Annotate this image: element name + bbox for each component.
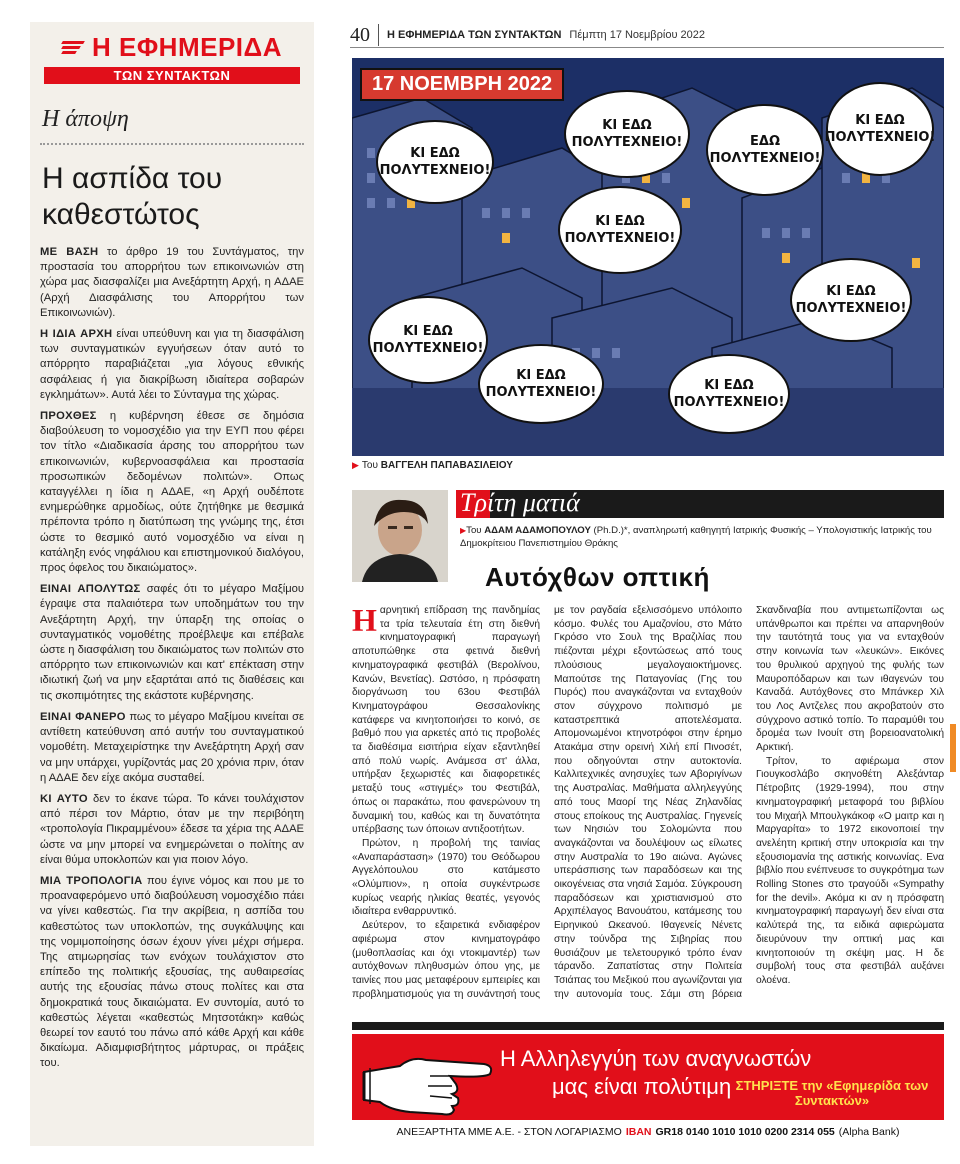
paper-name: Η ΕΦΗΜΕΡΙΔΑ ΤΩΝ ΣΥΝΤΑΚΤΩΝ xyxy=(387,28,562,41)
pointing-hand-icon xyxy=(360,1042,500,1116)
logo-title: Η ΕΦΗΜΕΡΙΔΑ xyxy=(92,32,282,62)
opinion-column xyxy=(30,22,314,1146)
iban-label: IBAN xyxy=(625,1126,652,1138)
ad-subtitle: μας είναι πολύτιμη xyxy=(552,1074,732,1099)
column-name: Τρίτη ματιά xyxy=(460,488,580,517)
newspaper-logo xyxy=(30,32,314,84)
cartoon xyxy=(352,58,944,456)
opinion-paragraph: ΜΙΑ ΤΡΟΠΟΛΟΓΙΑ που έγινε νόμος και που με το προαναφερόμενο υπό διαβούλευση νομοσχέδιο πάει να γίνει καθεστώς. Για την ακρίβεια, η ασπίδα του καθεστώτος των υποκλοπών, της συγκάλυψης και της νομιμοποίησης όσων έχουν γίνει μέχρι σήμερα. Της ατιμωρησίας των ενόχων τουλάχιστον στο επίπεδο της πολιτικής εξουσίας, της αυθαιρεσίας αυτής της εξουσίας πάνω στους πολίτες και στα δημοκρατικά τους δικαιώματα. Εν συντομία, αυτό το καθεστώς λέγεται «καθεστώς Μητσοτάκη» καθώς θεωρεί τον εαυτό του πάνω από κάθε Αρχή και κάθε δικαίωμα. Αδιαμφισβήτητος μάρτυρας, οι πράξεις του. xyxy=(40,874,304,1070)
solidarity-ad[interactable] xyxy=(352,1034,944,1144)
speech-bubble: ΚΙ ΕΔΩ ΠΟΛΥΤΕΧΝΕΙΟ! xyxy=(668,354,790,434)
opinion-paragraph: ΕΙΝΑΙ ΑΠΟΛΥΤΩΣ σαφές ότι το μέγαρο Μαξίμου έγραψε στα παλαιότερα των υποδημάτων του την Ανεξάρτητη Αρχή, την ύπαρξη της οποίας ο συνταγματικός νομοθέτης προέβλεψε και επέβαλε ώστε η διασφάλιση του δικαιώματος των πολιτών στο απόρρητο των επικοινωνιών και κατ' επέκταση στην ιδιωτική ζωή να μην εξαρτάται από τις διαθέσεις και τις σκοπιμότητες της εκάστοτε κυβέρνησης. xyxy=(40,583,304,702)
section-label: Η άποψη xyxy=(42,106,129,132)
speech-bubble: ΚΙ ΕΔΩ ΠΟΛΥΤΕΧΝΕΙΟ! xyxy=(376,120,494,204)
edge-marker xyxy=(950,724,956,772)
ad-account-label: ΑΝΕΞΑΡΤΗΤΑ ΜΜΕ Α.Ε. - ΣΤΟΝ ΛΟΓΑΡΙΑΣΜΟ xyxy=(396,1126,622,1138)
ad-title: Η Αλληλεγγύη των αναγνωστών xyxy=(500,1046,812,1071)
opinion-paragraph: ΚΙ ΑΥΤΟ δεν το έκανε τώρα. Το κάνει τουλάχιστον από πέρσι τον Μάρτιο, όταν με την περιβόητη «τροπολογία Πικραμμένου» έδεσε τα χέρια της ΑΔΑΕ ώστε να μην μπορεί να ενημερώνεται ο πολίτης αν είναι θύμα υποκλοπών και για ποιον λόγο. xyxy=(40,792,304,866)
article-title: Αυτόχθων οπτική xyxy=(485,562,710,592)
divider xyxy=(40,143,304,145)
cartoon-credit: ▶ Του ΒΑΓΓΕΛΗ ΠΑΠΑΒΑΣΙΛΕΙΟΥ xyxy=(352,460,513,471)
triangle-icon: ▶ xyxy=(460,526,467,535)
author-photo xyxy=(352,490,448,582)
opinion-paragraph: Η ΙΔΙΑ ΑΡΧΗ είναι υπεύθυνη και για τη διασφάλιση των συνταγματικών εγγυήσεων όταν αυτό το απόρρητο παραβιάζεται „για λόγους εθνικής ασφάλειας ή για διακρίβωση ιδιαίτερα σοβαρών εγκλημάτων». Αυτά λέει το Σύνταγμα της χώρας. xyxy=(40,328,304,401)
article-paragraph: Τρίτον, το αφιέρωμα στον Γιουγκοσλάβο σκηνοθέτη Αλεξάνταρ Πέτροβιτς (1929-1994), που στην κινηματογραφική μεταφορά του βιβλίου του Μιχαήλ Μπουλγκάκοφ «Ο μαιτρ και η Μαργαρίτα» το 1972 εικονοποιεί την ανελέητη κριτική στην υποκρισία και την εξουσιομανία της αστικής κοινωνίας. Ενα βιβλίο που ενέπνευσε το συγκρότημα των Rolling Stones στο τραγούδι «Sympathy for the devil». Ακόμα κι αν η πρόσφατη κινηματογραφική παραγωγή δεν είναι στα καλύτερά της, τα ειδικά αφιερώματα διευρύνουν την οπτική μας και κινητοποιούν τη σκέψη μας. Η δε συμβολή τους στα φεστιβάλ αυξάνει ολοένα. xyxy=(756,755,944,986)
opinion-paragraph: ΕΙΝΑΙ ΦΑΝΕΡΟ πως το μέγαρο Μαξίμου κινείται σε αντίθετη κατεύθυνση από αυτήν του συνταγματικού νομοθέτη. Μεταχειρίστηκε την Ανεξάρτητη Αρχή σαν να μην υπάρχει, γυρίζοντάς μας 20 χρόνια πριν, όταν η ΑΔΑΕ δεν είχε ακόμα συσταθεί. xyxy=(40,710,304,784)
dropcap: Η xyxy=(352,604,377,638)
author-line: ▶Του ΑΔΑΜ ΑΔΑΜΟΠΟΥΛΟΥ (Ph.D.)*, αναπληρωτή καθηγητή Ιατρικής Φυσικής – Υπολογιστικής Ιατρικής του Δημοκρίτειου Πανεπιστημίου Θράκης xyxy=(460,525,932,549)
speech-bubble: ΚΙ ΕΔΩ ΠΟΛΥΤΕΧΝΕΙΟ! xyxy=(564,90,690,178)
iban-number: GR18 0140 1010 1010 0200 2314 055 xyxy=(655,1126,835,1138)
opinion-body xyxy=(40,245,304,1072)
ad-call-to-action: ΣΤΗΡΙΞΤΕ την «Εφημερίδα των Συντακτών» xyxy=(735,1078,929,1108)
opinion-title: Η ασπίδα του καθεστώτος xyxy=(42,162,223,231)
bank-name: (Alpha Bank) xyxy=(838,1126,900,1138)
article-paragraph: Πρώτον, η προβολή της ταινίας «Αναπαράσταση» (1970) του Θεόδωρου Αγγελόπουλου στο κατάμεστο «Ολύμπιον», η οποία συγκέντρωσε κυρίως νεαρής ηλικίας θεατές, γεγονός ιδιαίτερα ενθαρρυντικό. xyxy=(352,837,540,918)
issue-date: Πέμπτη 17 Νοεμβρίου 2022 xyxy=(569,28,705,41)
article-paragraph: Δεύτερον, το εξαιρετικά ενδιαφέρον αφιέρωμα στον κινηματογράφο (μυθοπλασίας και όχι ντοκιμαντέρ) των αυτόχθονων πληθυσμών όπου γης, με ταινίες που μας μεταφέρουν εμπειρίες και προβληματισμούς για τη συνάντησή τους με τον ραγδαία εξελισσόμενο υπόλοιπο κόσμο. Φυλές του Αμαζονίου, στο Μάτο Γκρόσο ντο Σουλ της Βραζιλίας που πιέζονται μέχρι εξοντώσεως από τους πλούσιους μεγαλογαιοκτήμονες. Μαπούτσε της Παταγονίας (Γης του Πυρός) που αναγκάζονται να ενταχθούν στον σύγχρονο πολιτισμό με καταστρεπτικά αποτελέσματα. Απομονωμένοι κτηνοτρόφοι στην έρημο Ατακάμα στην ορεινή Χιλή επί Πινοσέτ, που οδηγούνται στην αυτοκτονία. Καλλιτεχνικές ανησυχίες των Αβοριγίνων της Αυστραλίας. Μαθήματα αλληλεγγύης από τους Μαορί της Νέας Ζηλανδίας στους εποίκους της Αυστραλίας. Γηγενείς των Νησιών του Σολομώντα που αναγκάζονται να δουλέψουν ως είλωτες στην Αυστραλία το 19ο αιώνα. Αγώνες υπεράσπισης των παραδόσεων και της οικογένειας στα νησιά Σαμόα. Σύγκρουση παραδόσεων και χριστιανισμού στο Αρχιπέλαγος Βανουάτου, κατάμεσης του Ειρηνικού Ωκεανού. Ιθαγενείς Νένετς στην τούνδρα της Σιβηρίας που θυσιάζουν με τελετουργικό τρόπο έναν τάρανδο. Ζαπατίστας στην Πολιτεία Τσιάπας του Μεξικού που αγωνίζονται για την αυτονομία τους. Σάμι στη βόρεια Σκανδιναβία που αντιμετωπίζονται ως υπάνθρωποι και πρέπει να απαρνηθούν την ταυτότητά τους για να ενταχθούν στην κοινωνία των «λευκών». Εικόνες του θρυλικού αρχηγού της φυλής των Μαυροπόδαρων και των ιθαγενών του Καναδά. Αυτόχθονες στο Μπάνκερ Χιλ του Λος Αντζελες που ακροβατούν στο σύγχρονο αστικό τοπίο. Το παραμύθι του δρομέα των Ινουίτ στη βορειοανατολική Αρκτική. xyxy=(352,605,944,1000)
logo-speed-icon xyxy=(62,40,88,56)
speech-bubble: ΚΙ ΕΔΩ ΠΟΛΥΤΕΧΝΕΙΟ! xyxy=(478,344,604,424)
page-number: 40 xyxy=(350,24,379,46)
cartoon-date-label: 17 ΝΟΕΜΒΡΗ 2022 xyxy=(360,68,564,101)
opinion-paragraph: ΜΕ ΒΑΣΗ το άρθρο 19 του Συντάγματος, την προστασία του απορρήτου των επικοινωνιών στη χώρα μας διασφαλίζει μια Ανεξάρτητη Αρχή, η ΑΔΑΕ (Αρχή Διασφάλισης του Απορρήτου των Επικοινωνιών). xyxy=(40,246,304,319)
ad-bank-details xyxy=(352,1120,944,1144)
logo-subtitle: ΤΩΝ ΣΥΝΤΑΚΤΩΝ xyxy=(44,67,300,84)
article-paragraph: Η αρνητική επίδραση της πανδημίας τα τρία τελευταία έτη στη διεθνή κινηματογραφική παραγωγή αποτυπώθηκε στα φετινά διεθνή κινηματογραφικά φεστιβάλ (Βερολίνου, Κανών, Βενετίας). Ωστόσο, η πρόσφατη διοργάνωση του 63ου Φεστιβάλ Κινηματογράφου Θεσσαλονίκης κατάφερε να κινητοποιήσει το κοινό, σε βαθμό που για αρκετές από τις προβολές τα διαθέσιμα εισιτήρια είχαν εξαντληθεί από πολύ νωρίς. Ανάμεσα στ' άλλα, υπήρξαν ξεχωριστές και διαφορετικές μεταξύ τους «στιγμές» του Φεστιβάλ, όπως οι παρακάτω, που φανερώνουν τη δυναμική του, καθώς και τη δυνατότητα υπέρβασης των όποιων αντιξοοτήτων. xyxy=(352,604,540,836)
speech-bubble: ΚΙ ΕΔΩ ΠΟΛΥΤΕΧΝΕΙΟ! xyxy=(368,296,488,384)
speech-bubble: ΚΙ ΕΔΩ ΠΟΛΥΤΕΧΝΕΙΟ! xyxy=(558,186,682,274)
page-header xyxy=(350,22,944,48)
triangle-icon: ▶ xyxy=(352,460,359,470)
ad-top-rule xyxy=(352,1022,944,1030)
opinion-paragraph: ΠΡΟΧΘΕΣ η κυβέρνηση έθεσε σε δημόσια διαβούλευση το νομοσχέδιο για την ΕΥΠ που φέρει τον τίτλο «Διαδικασία άρσης του απορρήτου των επικοινωνιών, κυβερνοασφάλεια και προστασία προσωπικών δεδομένων πολιτών». Οπως καταγγέλλει η ίδια η ΑΔΑΕ, «η Αρχή ουδέποτε ενημερώθηκε αρμοδίως, ούτε ζητήθηκε με θεσμικά πρέποντα τρόπο η διατύπωση της γνώμης της, έτσι ώστε το θεσμικό αυτό νομοσχέδιο να είναι η κατάληξη ενός νηφάλιου και επιστημονικού διαλόγου, προς όφελος του δικαιώματος». xyxy=(40,410,304,575)
speech-bubble: ΕΔΩ ΠΟΛΥΤΕΧΝΕΙΟ! xyxy=(706,104,824,196)
speech-bubble: ΚΙ ΕΔΩ ΠΟΛΥΤΕΧΝΕΙΟ! xyxy=(826,82,934,176)
article-body xyxy=(352,604,944,1014)
speech-bubble: ΚΙ ΕΔΩ ΠΟΛΥΤΕΧΝΕΙΟ! xyxy=(790,258,912,342)
